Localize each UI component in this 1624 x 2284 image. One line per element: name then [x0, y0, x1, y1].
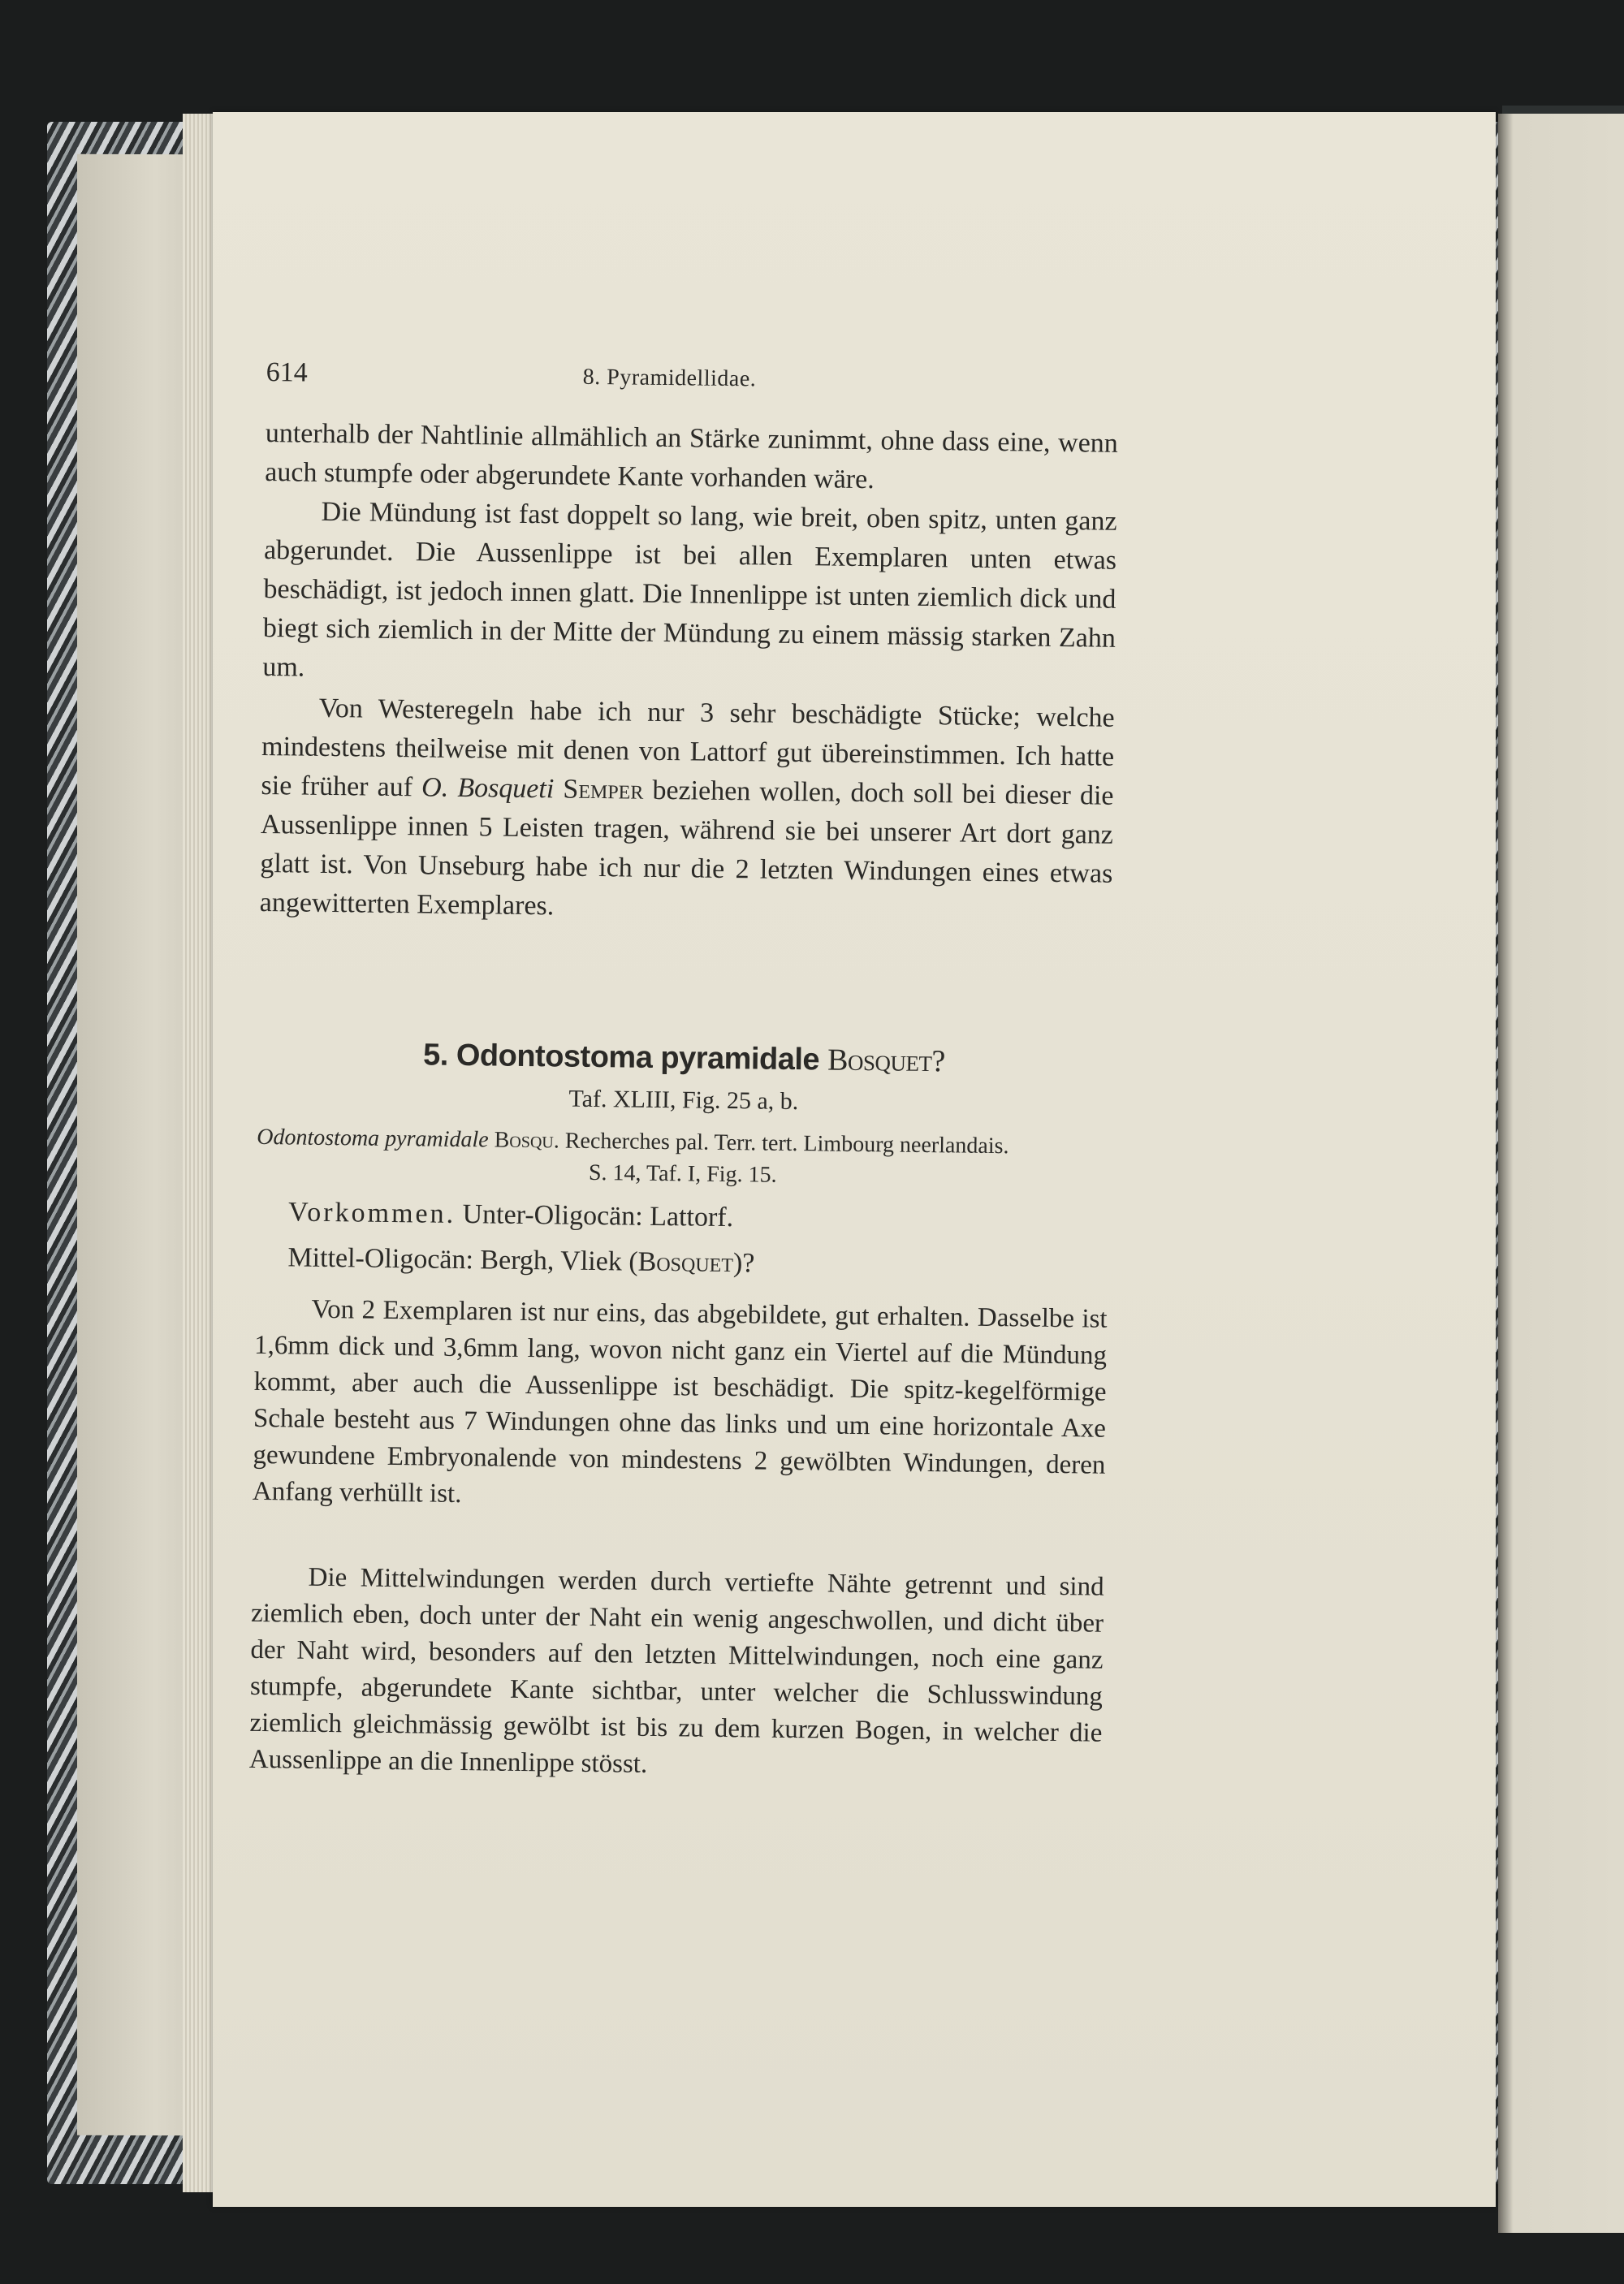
page-text-block — [248, 357, 1338, 1913]
occurrence-text: Unter-Oligocän: Lattorf. — [462, 1199, 734, 1233]
paragraph-5: Die Mittelwindungen werden durch vertiefte Nähte getrennt und sind ziemlich eben, doch unter der Naht ein wenig angeschwollen, und dicht über der Naht wird, besonders auf den letzten Mittelwindungen, noch eine ganz stumpfe, abgerundete Kante sichtbar, unter welcher die Schlusswindung ziemlich gleichmässig gewölbt ist bis zu dem kurzen Bogen, in welcher die Aussenlippe an die Innenlippe stösst. — [248, 1562, 1104, 1779]
paragraph-4: Von 2 Exemplaren ist nur eins, das abgebildete, gut erhalten. Dasselbe ist 1,6mm dick und 3,6mm lang, wovon nicht ganz ein Viertel auf die Mündung kommt, aber auch die Aussenlippe ist beschädigt. Die spitz-kegelförmige Schale besteht aus 7 Windungen ohne das links und um eine horizontale Axe gewundene Embryonalende von mindestens 2 gewölbten Windungen, deren Anfang verhüllt ist. — [252, 1294, 1108, 1509]
paragraph-1: unterhalb der Nahtlinie allmählich an Stärke zunimmt, ohne dass eine, wenn auch stumpfe oder abgerundete Kante vorhanden wäre. — [265, 417, 1119, 495]
reference-species: Odontostoma pyramidale — [257, 1124, 489, 1153]
running-head: 8. Pyramidellidae. — [582, 364, 757, 392]
page-number: 614 — [266, 357, 308, 388]
paragraph-3-author: Semper — [563, 774, 644, 805]
paragraph-3-text-b: beziehen wollen, doch soll bei dieser die Aussenlippe innen 5 Leisten tragen, während sie bei unserer Art dort ganz glatt ist. Von Unseburg habe ich nur die 2 letzten Windungen eines etwas angewitterten Exemplares. — [259, 775, 1114, 922]
occurrence-label: Vorkommen. — [287, 1197, 456, 1229]
species-heading-name: 5. Odontostoma pyramidale — [422, 1038, 820, 1077]
occurrence-2-text: Mittel-Oligocän: Bergh, Vliek ( — [287, 1242, 638, 1277]
reference-text: Recherches pal. Terr. tert. Limbourg neerlandais. — [564, 1128, 1009, 1159]
paragraph-3 — [259, 689, 1114, 933]
species-heading-author: Bosquet? — [827, 1043, 946, 1079]
reference-author: Bosqu. — [494, 1127, 560, 1154]
occurrence-2-author: Bosquet — [637, 1246, 734, 1279]
paragraph-2: Die Mündung ist fast doppelt so lang, wie breit, oben spitz, unten ganz abgerundet. Die Aussenlippe ist bei allen Exemplaren unten etwas beschädigt, ist jedoch innen glatt. Die Innenlippe ist unten ziemlich dick und biegt sich ziemlich in der Mitte der Mündung zu einem mässig starken Zahn um. — [262, 496, 1117, 683]
occurrence-line-1 — [256, 1197, 1141, 1238]
species-heading — [257, 1035, 1110, 1082]
occurrence-2-end: )? — [732, 1248, 755, 1279]
plate-reference: Taf. XLIII, Fig. 25 a, b. — [568, 1085, 799, 1116]
occurrence-line-2 — [255, 1242, 1140, 1284]
literature-reference-continued: S. 14, Taf. I, Fig. 15. — [588, 1159, 777, 1188]
paragraph-3-text-a: Von Westeregeln habe ich nur 3 sehr beschädigte Stücke; welche mindestens theilweise mit denen von Lattorf gut übereinstimmen. Ich hatte sie früher auf — [261, 693, 1115, 803]
facing-page-edge — [1498, 114, 1624, 2233]
paragraph-3-species: O. Bosqueti — [421, 772, 555, 805]
